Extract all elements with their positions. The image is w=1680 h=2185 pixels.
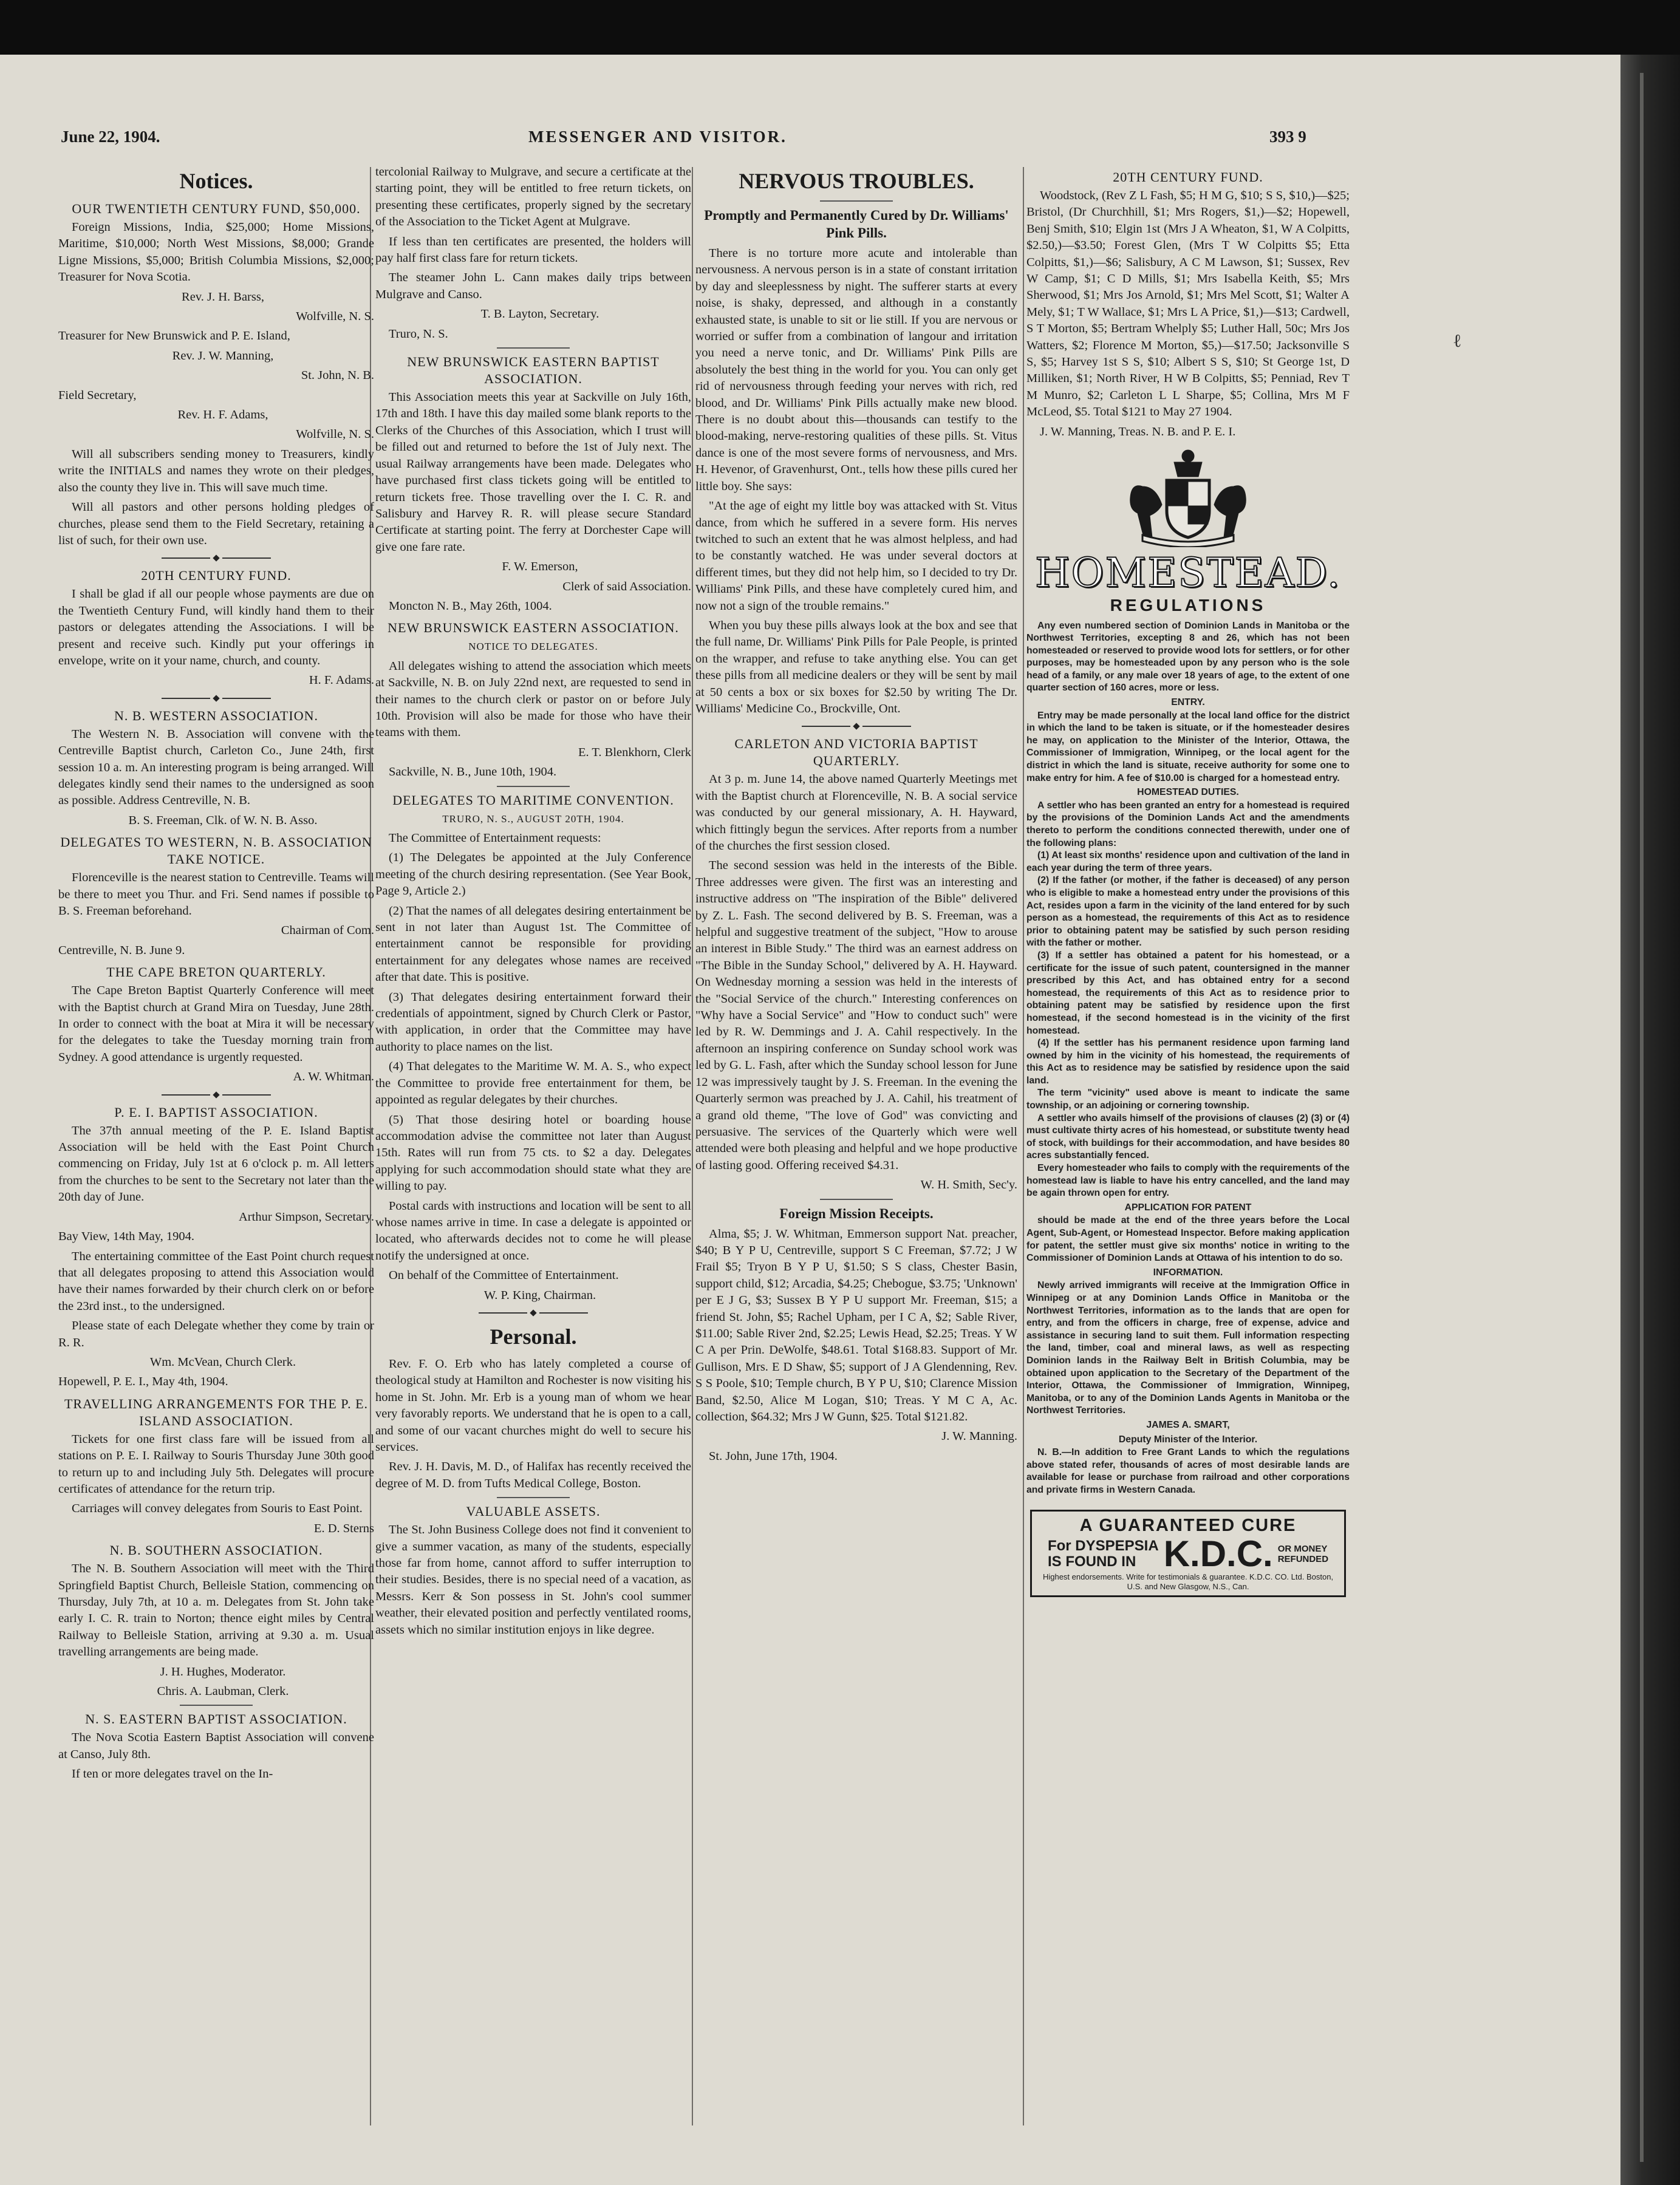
reg-paragraph: N. B.—In addition to Free Grant Lands to which the regulations above stated refer, thousands of acres of most desirable lands are available for lease or purchase from railroad and other corporations and private firms in Western Canada. [1026,1447,1350,1495]
field-secretary: Field Secretary, [58,388,137,402]
section-rule [820,200,893,202]
reg-paragraph: A settler who has been granted an entry for a homestead is required by the provisions of the Dominion Lands Act and the amendments thereto to perform the conditions connected therewith, under one of the following plans: [1026,800,1350,848]
personal-item-1: Rev. F. O. Erb who has lately completed a course of theological study at Hamilton and Rochester is now visiting his home in St. John. Mr. Erb is a young man of whom we hear very favorably reports. We understand that he is open to a call, and some of our vacant churches might do well to secure his services. [375,1357,691,1454]
southern-signature-1: J. H. Hughes, Moderator. [160,1665,286,1679]
regulations-heading: REGULATIONS [1110,596,1266,615]
personal-item-2: Rev. J. H. Davis, M. D., of Halifax has recently received the degree of M. D. from Tufts Medical College, Boston. [375,1460,691,1490]
manning-name: Rev. J. W. Manning, [172,349,274,363]
fund4-heading: 20TH CENTURY FUND. [1113,169,1263,185]
reg-paragraph: (2) If the father (or mother, if the father is deceased) of any person who is eligible to make a homestead entry under the provisions of this Act, resides upon a farm in the vicinity of the land entered for by such person as a homestead, the requirements of this Act as to residence prior to obtaining patent may be satisfied by such person residing with the father or mother. [1026,875,1350,949]
maritime-item-3: (3) That delegates desiring entertainment forward their credentials of appointment, signed by Church Clerk or Pastor, with application, in order that the Committee may have authority to place names on the list. [375,990,691,1054]
western-text: The Western N. B. Association will convene with the Centreville Baptist church, Carleton Co., June 24th, first session 10 a. m. An interesting program is being arranged. Will delegates kindly send their names to the undersigned as soon as possible. Address Centreville, N. B. [58,727,374,808]
maritime-item-7: On behalf of the Committee of Entertainment. [389,1269,619,1283]
carleton-text-2: The second session was held in the interests of the Bible. Three addresses were given. The first was an interesting and instructive address on "The inspiration of the Bible" delivered by Z. L. Fash. The second delivered by B. S. Freeman, was a helpful and suggestive treatment of the subject, "How to arouse an interest in Bible Study." The third was an earnest address on "The Bible in the Sunday School," delivered by A. H. Hayward. On Wednesday morning a session was held in the interests of the "Social Service of the church." Interesting conferences on "Why have a Social Service" and "How to conduct such" were led by R. W. Demmings and J. A. Cahil respectively. In the afternoon an inspiring conference on Sunday school work was led by G. L. Fash, after which the Sunday school lesson for June 12 was impressively taught by J. S. Freeman. In the evening the Quarterly sermon was preached by J. A. Cahil, his treatment of a grand old theme, "The love of God" was convicting and persuasive. The services of the Quarterly which were well attended were both pleasing and helpful and we hope productive of lasting good. Offering received $4.31. [695,859,1017,1172]
fund-text: Foreign Missions, India, $25,000; Home Missions, Maritime, $10,000; North West Missions, $8,000; Grande Ligne Missions, $5,000; British Columbia Missions, $2,000; Treasurer for Nova Scotia. [58,220,374,284]
southern-heading: N. B. SOUTHERN ASSOCIATION. [109,1542,323,1558]
ns-eastern-text-2: If ten or more delegates travel on the In- [72,1767,273,1781]
maritime-item-6: Postal cards with instructions and location will be sent to all whose names arrive in time. In case a delegate is appointed or located, who afterwards decides not to come he will please notify the undersigned at once. [375,1199,691,1263]
ad-right [1278,1544,1328,1564]
royal-coat-of-arms-icon [1118,444,1258,547]
reg-paragraph: Any even numbered section of Dominion Lands in Manitoba or the Northwest Territories, excepting 8 and 26, which has not been homesteaded or reserved to provide wood lots for settlers, or for other purposes, may be homesteaded upon by any person who is the sole head of a family, or any male over 18 years of age, to the extent of one quarter section of 160 acres, more or less. [1026,620,1350,694]
travel-text-2: Carriages will convey delegates from Souris to East Point. [72,1502,363,1516]
cape-breton-heading: THE CAPE BRETON QUARTERLY. [106,964,326,980]
carleton-text: At 3 p. m. June 14, the above named Quarterly Meetings met with the Baptist church at Florenceville, N. B. A social service was conducted by our general missionary, A. H. Hayward, which fittingly begun the services. After reports from a number of the churches the first session closed. [695,772,1017,853]
fm-text: Alma, $5; J. W. Whitman, Emmerson support Nat. preacher, $40; B Y P U, Centreville, support S C Freeman, $7.72; J W Frail $5; Tryon B Y P U, $1.50; S S class, Chester Basin, support child, $12; Arcadia, $4.25; Chebogue, $3.75; 'Unknown' per E J G, $3; Sussex B Y P U support Mr. Freeman, $15; a friend St. John, $5; Rachel Upham, per I C A, $2; Sable River, $11.00; Sable River 2nd, $2.25; Lewis Head, $2.25; Treas. Y W C A per Prin. DeWolfe, $48.61. Total $168.83. Support of Mr. Gullison, Mrs. E D Shaw, $5; support of J A Glendenning, Rev. S S Poole, $10; Temple church, B Y P U, $10; Clarence Mission Band, $2.50, Alice M Logan, $10; Treas. Y M C A, Ac. collection, $64.32; Mrs J W Gunn, $25. Total $121.82. [695,1227,1017,1423]
pei-text: The 37th annual meeting of the P. E. Island Baptist Association will be held with the East Point Church commencing on Friday, July 1st at 6 o'clock p. m. All letters from the churches to be sent to the Secretary not later than the 20th day of June. [58,1123,374,1204]
western-signature: B. S. Freeman, Clk. of W. N. B. Asso. [128,813,318,827]
ns-eastern-text: The Nova Scotia Eastern Baptist Association will convene at Canso, July 8th. [58,1731,374,1761]
reg-paragraph: Every homesteader who fails to comply with the requirements of the homestead law is liable to have his entry cancelled, and the land may be again thrown open for entry. [1026,1163,1350,1199]
reg-paragraph: Newly arrived immigrants will receive at the Immigration Office in Winnipeg or at any Dominion Lands Office in Manitoba or the Northwest Territories, information as to the lands that are open for entry, and from the officers in charge, free of expense, advice and assistance in securing land to suit them. Full information respecting the land, timber, coal and mineral laws, as well as respecting Dominion lands in the Railway Belt in British Columbia, may be obtained upon application to the Secretary of the Department of the Interior, Ottawa, the Commissioner of Immigration, Winnipeg, Manitoba, or to any of the Dominion Lands Agents in Manitoba or the Northwest Territories. [1026,1280,1350,1416]
smart-title: Deputy Minister of the Interior. [1118,1434,1258,1445]
ns-eastern-heading: N. S. EASTERN BAPTIST ASSOCIATION. [85,1711,347,1727]
personal-heading: Personal. [490,1324,577,1349]
valuable-text: The St. John Business College does not find it convenient to give a summer vacation, as many of the students, especially those far from home, cannot afford to suffer interruption to their studies. Besides, there is no special need of a vacation, as Messrs. Kerr & Son possess in St. John's cool summer weather, their elevated position and perfectly ventilated rooms, assets which no similar institution enjoys in like degree. [375,1523,691,1637]
travel-text: Tickets for one first class fare will be issued from all stations on P. E. I. Railway to Souris Thursday June 30th good to return up to and including July 5th. Delegates will procure certificates of attendance for the return trip. [58,1432,374,1496]
ad-main-row [1037,1533,1339,1575]
page-header [61,73,1361,146]
information-subheading: INFORMATION. [1153,1267,1223,1278]
maritime-item-1: (1) The Delegates be appointed at the July Conference meeting of the church desiring representation. (See Year Book, Page 9, Article 2.) [375,851,691,898]
reg-paragraph: Entry may be made personally at the local land office for the district in which the land to be taken is situate, or if the homesteader desires he may, on application to the Minister of the Interior, Ottawa, the Commissioner of Immigration, Winnipeg, or the local agent for the district in which the land is situate, receive authority for some one to make entry for him. A fee of $10.00 is charged for a homestead entry. [1026,710,1350,783]
section-rule [497,1497,570,1498]
fund4-signature: J. W. Manning, Treas. N. B. and P. E. I. [1040,424,1236,438]
ad-left [1048,1538,1159,1570]
fm-place: St. John, June 17th, 1904. [709,1449,838,1463]
patent-subheading: APPLICATION FOR PATENT [1124,1202,1252,1213]
column-rule [692,167,693,2125]
nbe-heading: NEW BRUNSWICK EASTERN BAPTIST ASSOCIATION. [407,354,660,387]
pei-place: Bay View, 14th May, 1904. [58,1230,195,1244]
nbe-signature-2: Clerk of said Association. [562,579,691,593]
pei-signature: Arthur Simpson, Secretary. [239,1210,374,1224]
fm-heading: Foreign Mission Receipts. [779,1205,934,1221]
reg-paragraph: The term "vicinity" used above is meant to indicate the same township, or an adjoining or cornering township. [1026,1088,1350,1111]
maritime-item-5: (5) That those desiring hotel or boarding house accommodation advise the committee not later than August 15th. Rates will run from 75 cts. to $2 a day. Delegates applying for such accommodation should state what they are willing to pay. [375,1113,691,1193]
fund4-text: Woodstock, (Rev Z L Fash, $5; H M G, $10; S S, $10,)—$25; Bristol, (Dr Churchhill, $1; Mrs Rogers, $1,)—$2; Hopewell, Benj Smith, $10; Elgin 1st (Mrs J A Wheaton, $1, W A Colpitts, $2.50,)—$3.50; Forest Glen, (Mrs T W Colpitts $5; Etta Colpitts, $1,)—$6; Salisbury, A C M Lawson, $1; Sussex, Rev W Camp, $1; C D Mills, $1; Mrs Isabella Keith, $5; Mrs Sherwood, $1; Mrs Jos Arnold, $1; Mrs Mel Scott, $1; Walter A Mely, $1; T W Wallace, $1; Mrs L A Price, $1,)—$13; Cardwell, S T Morton, $5; Bertram Whelply $5; Luther Hall, 50c; Mrs Jos Watters, $2; Florence M Morton, $5,)—$17.50; Jacksonville S S, $5; Harvey 1st S S, $10; Albert S S, $10; St George 1st, D Milliken, $1; North River, H W B Colpitts, $5; Penniad, Rev T M Munro, $2; Carleton L L Sharpe, $5; Collina, Mrs M F McLeod, $5. Total $121 to May 27 1904. [1026,189,1350,419]
valuable-heading: VALUABLE ASSETS. [466,1504,601,1519]
scan-edge-line [1640,73,1644,2162]
ad-kdc-logo: K.D.C. [1163,1533,1273,1575]
section-rule [497,786,570,787]
header-title: MESSENGER AND VISITOR. [528,128,787,146]
homestead-regulations [1026,620,1350,1497]
cape-breton-text: The Cape Breton Baptist Quarterly Conference will meet with the Baptist church at Grand Mira on Tuesday, June 28th. In order to connect with the boat at Mira it will be necessary for the delegates to take the Tuesday morning train from Sydney. A good attendance is urgently requested. [58,984,374,1064]
section-rule [180,1705,253,1706]
delegates-western-place: Centreville, N. B. June 9. [58,943,185,957]
continued-text-2: If less than ten certificates are presented, the holders will pay half first class fare for return tickets. [375,234,691,265]
notices-heading: Notices. [179,169,253,193]
cape-breton-signature: A. W. Whitman. [293,1070,374,1084]
kdc-advertisement [1030,1510,1346,1597]
scan-top-border [0,0,1680,58]
nervous-text-1: There is no torture more acute and intolerable than nervousness. A nervous person is in a state of constant irritation by day and sleeplessness by night. The sufferer starts at every noise, is shaky, depressed, and although in a constantly exhausted state, is unable to sit or lie still. If you are nervous or worried or suffer from a combination of langour and irritation you need a nerve tonic, and Dr. Williams' Pink Pills are absolutely the best thing in the world for you. You can only get rid of nervousness through feeding your nerves with rich, red blood, and Dr. Williams' Pink Pills actually make new blood. There is no doubt about this—thousands can testify to the blood-making, nerve-restoring qualities of these pills. St. Vitus dance is one of the most severe forms of nervousness, and Mrs. H. Hevenor, of Gravenhurst, Ont., tells how these pills cured her little boy. She says: [695,247,1017,493]
section-divider [695,723,1017,730]
nervous-subheading: Promptly and Permanently Cured by Dr. Williams' Pink Pills. [704,208,1009,240]
scan-stamp [1300,17,1439,35]
pei-signature-2: Wm. McVean, Church Clerk. [149,1355,296,1369]
delegates-western-heading: DELEGATES TO WESTERN, N. B. ASSOCIATION TAKE NOTICE. [60,834,372,867]
section-divider [375,1309,691,1317]
section-divider [58,554,374,562]
section-divider [58,695,374,702]
column-2 [375,164,691,1641]
nbe2-heading: NEW BRUNSWICK EASTERN ASSOCIATION. [388,620,679,636]
layton-place: Truro, N. S. [389,327,448,341]
ad-for-dyspepsia: For DYSPEPSIA [1047,1538,1159,1555]
nbe-text: This Association meets this year at Sackville on July 16th, 17th and 18th. I have this day mailed some blank reports to the Clerks of the Churches of this Association, which I trust will be filled out and returned to before the 1st of July next. The usual Railway arrangements have been made. Delegates who have purchased first class tickets going will be entitled to return tickets free. Those travelling over the I. C. R. and Salisbury and Harvey R. R. will please secure Standard Certificate at starting point. The ferry at Dorchester Cape will give one fare rate. [375,390,691,554]
reg-paragraph: (3) If a settler has obtained a patent for his homestead, or a certificate for the issue of such patent, countersigned in the manner prescribed by this Act, and has obtained entry for a second homestead, the requirements of this Act as to residence prior to obtaining patent may be satisfied by residence upon the first homestead, if the second homestead is in the vicinity of the first homestead. [1026,950,1350,1036]
travel-heading: TRAVELLING ARRANGEMENTS FOR THE P. E. ISLAND ASSOCIATION. [64,1396,369,1428]
column-3 [695,164,1017,1468]
maritime-intro: The Committee of Entertainment requests: [389,831,601,845]
century-fund-heading: 20TH CENTURY FUND. [141,568,292,584]
reg-paragraph: (1) At least six months' residence upon and cultivation of the land in each year during the term of three years. [1026,850,1350,873]
treasurer-nb: Treasurer for New Brunswick and P. E. Island, [58,329,290,343]
ad-fine-print: Highest endorsements. Write for testimonials & guarantee. K.D.C. CO. Ltd. Boston, U.S. and New Glasgow, N.S., Can. [1042,1572,1334,1592]
column-rule [1023,167,1024,2125]
nervous-heading: NERVOUS TROUBLES. [739,169,974,193]
nervous-text-3: When you buy these pills always look at the box and see that the full name, Dr. Williams' Pink Pills for Pale People, is printed on the wrapper, and refuse to take anything else. You can get these pills from all medicine dealers or they will be sent by mail at 50 cents a box or six boxes for $2.50 by writing The Dr. Williams' Medicine Co., Brockville, Ont. [695,618,1017,715]
header-date: June 22, 1904. [61,128,160,146]
smart-name: JAMES A. SMART, [1146,1419,1230,1430]
ad-headline: A GUARANTEED CURE [1079,1516,1297,1536]
pencil-mark: ℓ [1453,331,1462,351]
section-rule [820,1199,893,1200]
duties-subheading: HOMESTEAD DUTIES. [1137,787,1239,798]
layton-signature: T. B. Layton, Secretary. [480,307,599,321]
header-page-number: 393 9 [1269,128,1306,146]
homestead-heading: HOMESTEAD. [1034,550,1342,597]
subscribers-note: Will all subscribers sending money to Treasurers, kindly write the INITIALS and names they wrote on their pledges, also the county they live in. This will save much time. [58,447,374,494]
century-fund-text: I shall be glad if all our people whose payments are due on the Twentieth Century Fund, will kindly hand them to their pastors or delegates attending the Associations. I will be present and receive such. Kindly put your offerings in envelope, write on it your name, church, and county. [58,587,374,667]
maritime-signature: W. P. King, Chairman. [483,1288,596,1302]
southern-signature-2: Chris. A. Laubman, Clerk. [157,1685,289,1699]
nbe-signature: F. W. Emerson, [502,560,578,574]
scan-right-edge [1620,55,1680,2185]
reg-paragraph: should be made at the end of the three years before the Local Agent, Sub-Agent, or Homestead Inspector. Before making application for patent, the settler must give six months' notice in writing to the Commissioner of Dominion Lands at Ottawa of his intention to do so. [1026,1215,1350,1264]
fm-signature: J. W. Manning. [941,1430,1017,1444]
pastors-note: Will all pastors and other persons holding pledges of churches, please send them to the Field Secretary, retaining a list of such, for their own use. [58,500,374,547]
pei-heading: P. E. I. BAPTIST ASSOCIATION. [114,1104,318,1120]
travel-signature: E. D. Sterns [313,1521,374,1535]
carleton-heading: CARLETON AND VICTORIA BAPTIST QUARTERLY. [734,736,978,769]
maritime-heading: DELEGATES TO MARITIME CONVENTION. [392,792,674,808]
maritime-item-2: (2) That the names of all delegates desiring entertainment be sent in not later than August 1st. The Committee of entertainment cannot be responsible for providing entertainment for any delegates whose names are received after that date. This is positive. [375,904,691,984]
nbe2-subheading: NOTICE TO DELEGATES. [468,641,598,653]
manning-place: St. John, N. B. [301,369,374,383]
adams-name: Rev. H. F. Adams, [177,408,268,422]
reg-paragraph: A settler who avails himself of the provisions of clauses (2) (3) or (4) must cultivate thirty acres of his homestead, or substitute twenty head of stock, with buildings for their accommodation, and have besides 80 acres substantially fenced. [1026,1113,1350,1161]
ad-or-money: OR MONEY [1277,1544,1328,1555]
delegates-western-text: Florenceville is the nearest station to Centreville. Teams will be there to meet you Thur. and Fri. Send names if possible to B. S. Freeman beforehand. [58,871,374,918]
column-4 [1026,164,1350,1597]
entry-subheading: ENTRY. [1171,697,1205,708]
section-rule [497,347,570,349]
maritime-dateline: TRURO, N. S., AUGUST 20TH, 1904. [442,813,624,825]
nervous-text-2: "At the age of eight my little boy was attacked with St. Vitus dance, from which he suffered in a severe form. His nerves twitched to such an extent that he was almost helpless, and had to be constantly watched. He was under several doctors at different times, but they did not help him, so I decided to try Dr. Williams' Pink Pills, and these have completely cured him, and now not a sign of the trouble remains." [695,499,1017,613]
adams-place: Wolfville, N. S. [296,428,374,441]
barss-name: Rev. J. H. Barss, [182,290,264,304]
southern-text: The N. B. Southern Association will meet with the Third Springfield Baptist Church, Belleisle Station, commencing on Thursday, July 7th, at 10 a. m. Delegates from St. John take early I. C. R. train to Norton; thence eight miles by Central Railway to Belleisle Station, arriving at 9.30 a. m. Usual travelling arrangements are being made. [58,1562,374,1659]
ad-refunded: REFUNDED [1277,1554,1329,1565]
column-1 [58,164,374,1786]
nbe2-place: Sackville, N. B., June 10th, 1904. [389,765,557,779]
pei-text-3: Please state of each Delegate whether they come by train or R. R. [58,1319,374,1349]
carleton-signature: W. H. Smith, Sec'y. [920,1178,1017,1192]
nbe2-signature: E. T. Blenkhorn, Clerk [578,745,691,759]
continued-text: tercolonial Railway to Mulgrave, and secure a certificate at the starting point, they will be entitled to free return tickets, on presenting these certificates, properly signed by the secretary of the Association to the Ticket Agent at Mulgrave. [375,165,691,229]
pei-text-2: The entertaining committee of the East Point church request that all delegates proposing to attend this Association would have their names forwarded by their church clerk on or before the 23rd inst., to the undersigned. [58,1249,374,1313]
barss-place: Wolfville, N. S. [296,310,374,324]
pei-place-2: Hopewell, P. E. I., May 4th, 1904. [58,1375,228,1389]
maritime-item-4: (4) That delegates to the Maritime W. M. A. S., who expect the Committee to provide free entertainment for them, be appointed as regular delegates by their churches. [375,1060,691,1107]
century-fund-signature: H. F. Adams. [309,673,374,687]
western-heading: N. B. WESTERN ASSOCIATION. [114,707,319,723]
nbe-place: Moncton N. B., May 26th, 1004. [389,599,552,613]
nbe2-text: All delegates wishing to attend the association which meets at Sackville, N. B. on July 22nd next, are requested to send in their names to the church clerk or pastor on or before July 10th. Provision will also be made for those who have their teams with them. [375,659,691,740]
fund-heading: OUR TWENTIETH CENTURY FUND, $50,000. [72,201,361,216]
continued-text-3: The steamer John L. Cann makes daily trips between Mulgrave and Canso. [375,271,691,301]
delegates-western-signature: Chairman of Com. [281,924,374,938]
ad-is-found: IS FOUND IN [1047,1553,1136,1570]
section-divider [58,1091,374,1099]
reg-paragraph: (4) If the settler has his permanent residence upon farming land owned by him in the vicinity of his homestead, the requirements of this Act as to residence may be satisfied by residence upon the said land. [1026,1038,1350,1086]
